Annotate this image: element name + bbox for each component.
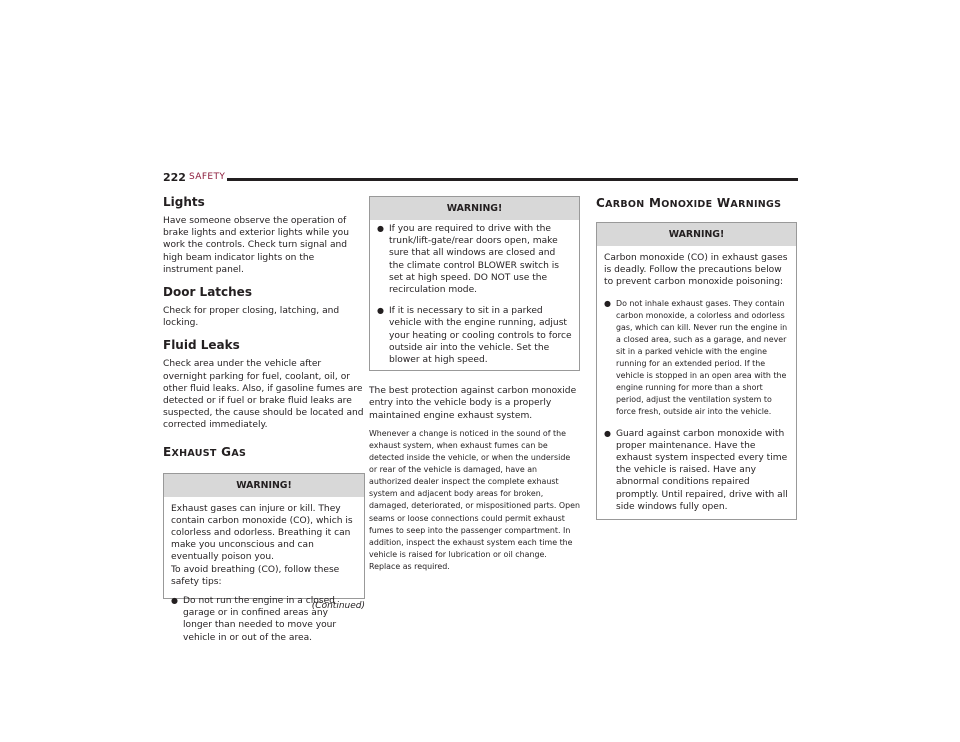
list-item bbox=[604, 428, 790, 513]
column-left bbox=[163, 195, 365, 643]
warning-bullet: If you are required to drive with the trunk/lift-gate/rear doors open, make sure that all windows are closed and the climate control BLOWER switch is set at high speed. DO NOT use the recirculation mode. bbox=[389, 224, 560, 296]
warning-label: WARNING! bbox=[164, 474, 364, 497]
exhaust-gas-heading: EXHAUST GAS bbox=[163, 444, 247, 459]
warning-bullet: Do not run the engine in a closed garage or in confined areas any longer than needed to move your vehicle in or out of the area. bbox=[183, 596, 337, 643]
protection-paragraph: The best protection against carbon monoxide entry into the vehicle body is a properly maintained engine exhaust system. bbox=[369, 386, 577, 421]
fluid-leaks-paragraph: Check area under the vehicle after overnight parking for fuel, coolant, oil, or other fluid leaks. Also, if gasoline fumes are detected or if fuel or brake fluid leaks are suspected, the cause should be located and corrected immediately. bbox=[163, 359, 364, 431]
lights-heading: Lights bbox=[163, 195, 205, 209]
warning-bullet: Do not inhale exhaust gases. They contain carbon monoxide, a colorless and odorless gas, which can kill. Never run the engine in a closed area, such as a garage, and never sit in a parked vehicle with the engine running for an extended period. If the vehicle is stopped in an open area with the engine running for more than a short period, adjust the ventilation system to force fresh, outside air into the vehicle. bbox=[616, 298, 788, 417]
door-latches-heading: Door Latches bbox=[163, 285, 252, 300]
carbon-monoxide-heading: CARBON MONOXIDE WARNINGS bbox=[596, 196, 782, 210]
page-header bbox=[163, 171, 798, 183]
section-name: SAFETY bbox=[189, 172, 226, 182]
lights-paragraph: Have someone observe the operation of brake lights and exterior lights while you work the controls. Check turn signal and high beam indicator lights on the instrument panel. bbox=[163, 216, 349, 275]
carbon-monoxide-warning-box bbox=[596, 222, 797, 520]
warning-intro: Exhaust gases can injure or kill. They contain carbon monoxide (CO), which is colorless and odorless. Breathing it can make you unconscious and can eventually poison you. bbox=[171, 503, 353, 563]
bullet-icon: ● bbox=[171, 596, 178, 606]
list-item bbox=[604, 298, 790, 419]
bullet-icon: ● bbox=[377, 224, 384, 233]
page-number: 222 bbox=[163, 171, 186, 184]
door-latches-paragraph: Check for proper closing, latching, and locking. bbox=[163, 306, 340, 329]
column-middle bbox=[369, 196, 580, 573]
column-right bbox=[596, 196, 797, 520]
warning-intro: Carbon monoxide (CO) in exhaust gases is deadly. Follow the precautions below to prevent carbon monoxide poisoning: bbox=[604, 253, 788, 288]
warning-bullet: Guard against carbon monoxide with proper maintenance. Have the exhaust system inspected every time the vehicle is raised. Have any abnormal conditions repaired promptly. Until repaired, drive with all side windows fully open. bbox=[616, 428, 788, 512]
inspection-paragraph: Whenever a change is noticed in the sound of the exhaust system, when exhaust fumes can be detected inside the vehicle, or when the underside or rear of the vehicle is damaged, have an authorized dealer inspect the complete exhaust system and adjacent body areas for broken, damaged, deteriorated, or mispositioned parts. Open seams or loose connections could permit exhaust fumes to seep into the passenger compartment. In addition, inspect the exhaust system each time the vehicle is raised for lubrication or oil change. Replace as required. bbox=[369, 428, 580, 571]
warning-label: WARNING! bbox=[370, 197, 579, 220]
warning-intro-2: To avoid breathing (CO), follow these safety tips: bbox=[171, 564, 340, 587]
continued-note: (Continued) bbox=[311, 600, 365, 611]
bullet-icon: ● bbox=[377, 306, 384, 316]
list-item bbox=[377, 305, 573, 366]
bullet-icon: ● bbox=[604, 298, 611, 308]
fluid-leaks-heading: Fluid Leaks bbox=[163, 338, 240, 353]
bullet-icon: ● bbox=[604, 428, 611, 438]
warning-box-continued bbox=[369, 196, 580, 371]
warning-label: WARNING! bbox=[597, 223, 796, 246]
header-rule bbox=[227, 178, 798, 181]
list-item bbox=[377, 223, 573, 296]
warning-bullet: If it is necessary to sit in a parked vehicle with the engine running, adjust your heating or cooling controls to force outside air into the vehicle. Set the blower at high speed. bbox=[389, 306, 572, 366]
